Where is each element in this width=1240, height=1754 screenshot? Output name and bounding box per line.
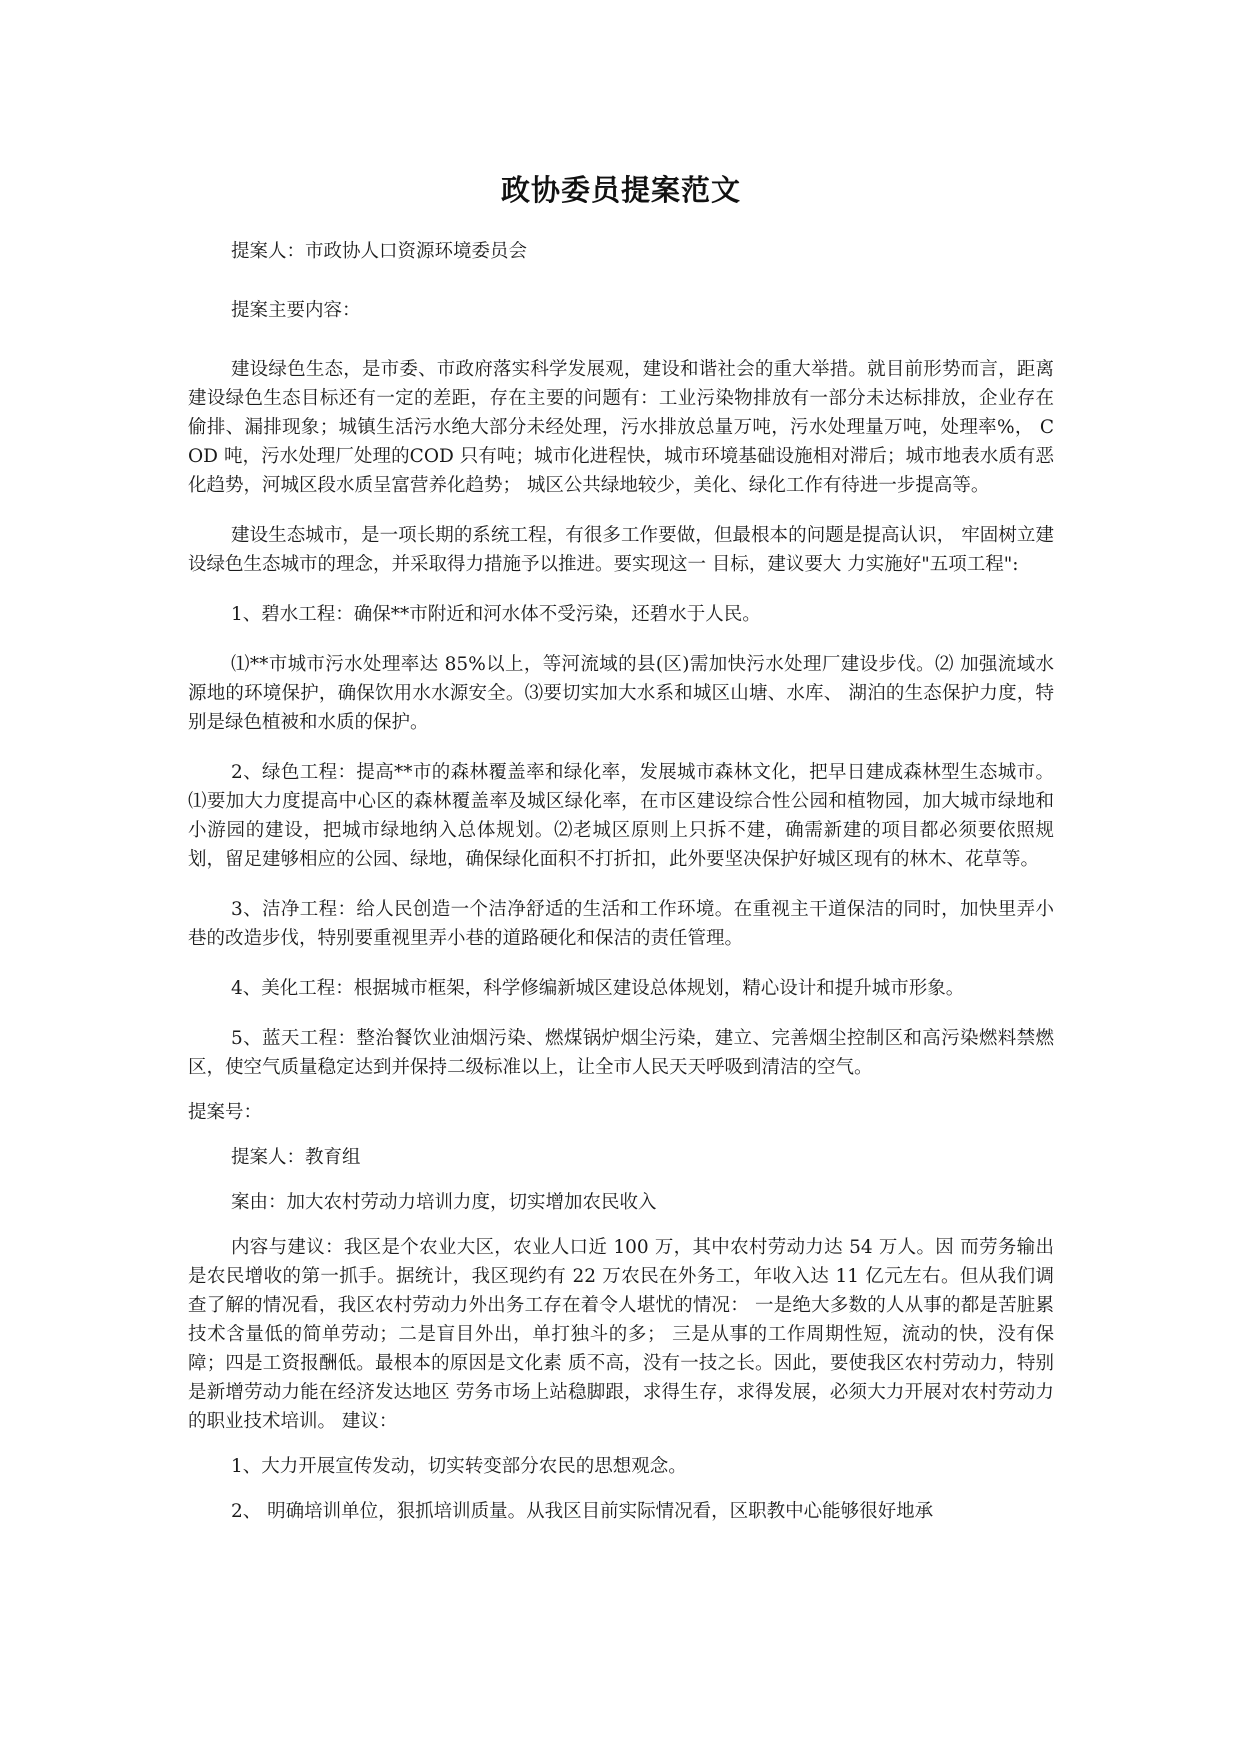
paragraph-clean-project: 3、洁净工程：给人民创造一个洁净舒适的生活和工作环境。在重视主干道保洁的同时，加快里弄小巷的改造步伐，特别要重视里弄小巷的道路硬化和保洁的责任管理。 xyxy=(188,899,1054,949)
paragraph-eco-city: 建设生态城市，是一项长期的系统工程，有很多工作要做，但最根本的问题是提高认识， 牢固树立建设绿色生态城市的理念，并采取得力措施予以推进。要实现这一 目标，建议要大 力实施好"五项工程": xyxy=(188,525,1054,575)
paragraph-clear-water: 1、碧水工程：确保**市附近和河水体不受污染，还碧水于人民。 xyxy=(231,604,761,625)
paragraph-suggestion-2: 2、 明确培训单位，狠抓培训质量。从我区目前实际情况看，区职教中心能够很好地承 xyxy=(231,1501,934,1522)
paragraph-clear-water-items: ⑴**市城市污水处理率达 85%以上，等河流域的县(区)需加快污水处理厂建设步伐。⑵ 加强流域水源地的环境保护，确保饮用水水源安全。⑶要切实加大水系和城区山塘、水库、 湖泊的生态保护力度，特别是绿色植被和水质的保护。 xyxy=(188,654,1054,733)
paragraph-beautify-project: 4、美化工程：根据城市框架，科学修编新城区建设总体规划，精心设计和提升城市形象。 xyxy=(231,978,965,999)
paragraph-proposer-education: 提案人：教育组 xyxy=(231,1147,361,1168)
paragraph-proposal-number: 提案号： xyxy=(188,1102,263,1123)
paragraph-blue-sky: 5、蓝天工程：整治餐饮业油烟污染、燃煤锅炉烟尘污染，建立、完善烟尘控制区和高污染燃料禁燃区，使空气质量稳定达到并保持二级标准以上，让全市人民天天呼吸到清洁的空气。 xyxy=(188,1028,1054,1078)
paragraph-green-project: 2、绿色工程：提高**市的森林覆盖率和绿化率，发展城市森林文化，把早日建成森林型生态城市。⑴要加大力度提高中心区的森林覆盖率及城区绿化率，在市区建设综合性公园和植物园，加大城市绿地和小游园的建设，把城市绿地纳入总体规划。⑵老城区原则上只拆不建，确需新建的项目都必须要依照规划，留足建够相应的公园、绿地，确保绿化面积不打折扣，此外要坚决保护好城区现有的林木、花草等。 xyxy=(188,762,1054,870)
paragraph-case-reason: 案由：加大农村劳动力培训力度，切实增加农民收入 xyxy=(231,1192,657,1213)
paragraph-green-ecology: 建设绿色生态，是市委、市政府落实科学发展观，建设和谐社会的重大举措。就目前形势而言，距离建设绿色生态目标还有一定的差距，存在主要的问题有：工业污染物排放有一部分未达标排放，企业存在偷排、漏排现象；城镇生活污水绝大部分未经处理，污水排放总量万吨，污水处理量万吨，处理率%， COD 吨，污水处理厂处理的COD 只有吨；城市化进程快，城市环境基础设施相对滞后；城市地表水质有恶化趋势，河城区段水质呈富营养化趋势； 城区公共绿地较少，美化、绿化工作有待进一步提高等。 xyxy=(188,359,1054,496)
document-title: 政协委员提案范文 xyxy=(500,173,741,207)
paragraph-content-suggestion: 内容与建议：我区是个农业大区，农业人口近 100 万，其中农村劳动力达 54 万人。因 而劳务输出是农民增收的第一抓手。据统计，我区现约有 22 万农民在外务工，年收入达 11 亿元左右。但从我们调查了解的情况看，我区农村劳动力外出务工存在着令人堪忧的情况： 一是绝大多数的人从事的都是苦脏累技术含量低的简单劳动；二是盲目外出，单打独斗的多； 三是从事的工作周期性短，流动的快，没有保障；四是工资报酬低。最根本的原因是文化素 质不高，没有一技之长。因此，要使我区农村劳动力，特别是新增劳动力能在经济发达地区 劳务市场上站稳脚跟，求得生存，求得发展，必须大力开展对农村劳动力的职业技术培训。 建议： xyxy=(188,1237,1054,1432)
paragraph-content-heading: 提案主要内容： xyxy=(231,300,361,321)
paragraph-proposer: 提案人：市政协人口资源环境委员会 xyxy=(231,241,528,262)
paragraph-suggestion-1: 1、大力开展宣传发动，切实转变部分农民的思想观念。 xyxy=(231,1456,687,1477)
